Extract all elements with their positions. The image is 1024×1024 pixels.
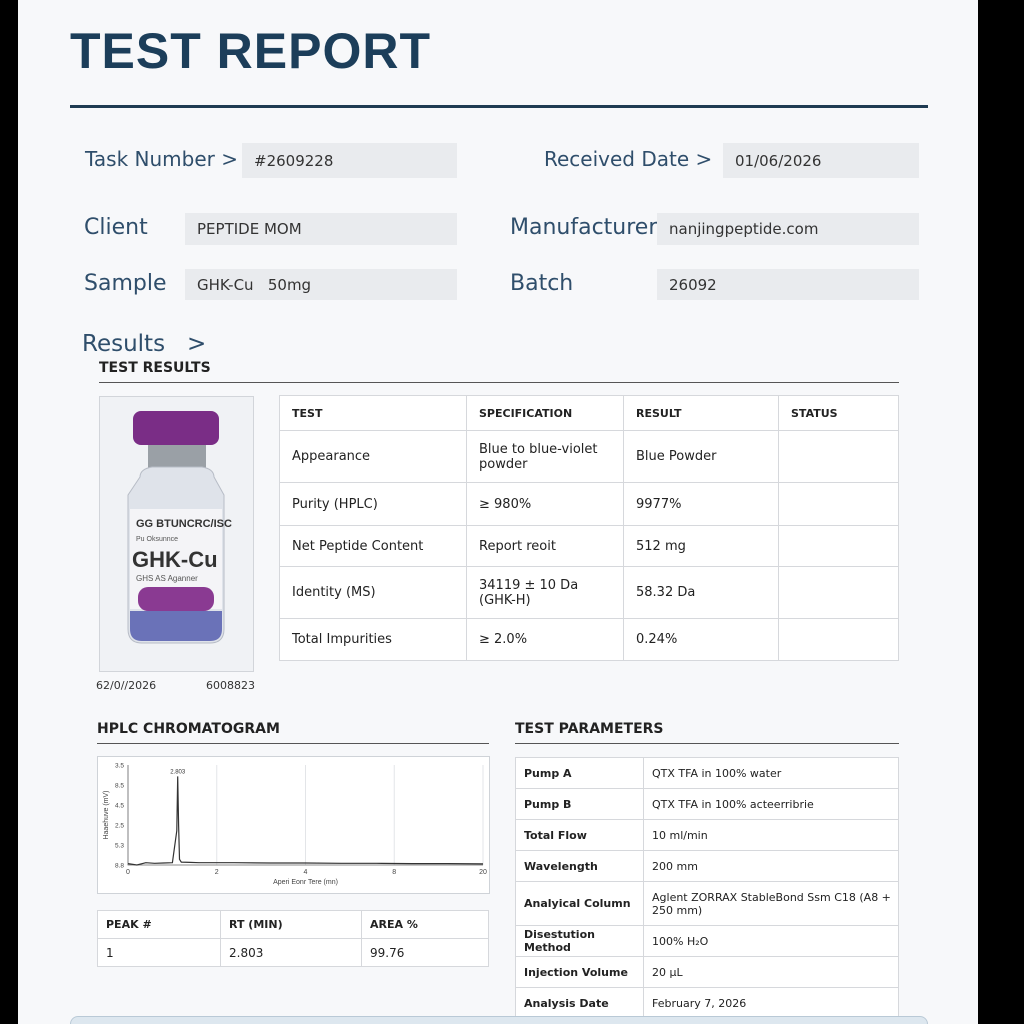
table-row xyxy=(280,483,899,526)
x-tick-label: 20 xyxy=(479,869,487,876)
col-header-peak: PEAK # xyxy=(98,911,221,939)
batch-label: Batch xyxy=(510,271,574,296)
y-tick-label: 5.3 xyxy=(114,842,124,850)
x-tick-label: 8 xyxy=(392,869,397,876)
table-row xyxy=(516,758,899,789)
vial-caption-date: 62/0//2026 xyxy=(96,679,157,692)
test-results-table xyxy=(279,395,899,661)
test-result: Blue Powder xyxy=(624,431,779,483)
page-title: TEST REPORT xyxy=(70,23,432,79)
test-result: 58.32 Da xyxy=(624,567,779,619)
batch-field: 26092 xyxy=(657,269,919,300)
test-parameters-table xyxy=(515,757,899,1019)
sample-field: GHK-Cu 50mg xyxy=(185,269,457,300)
table-row xyxy=(516,957,899,988)
test-status xyxy=(779,526,899,567)
param-key: Pump B xyxy=(516,789,644,820)
table-row xyxy=(516,851,899,882)
param-key: Pump A xyxy=(516,758,644,789)
test-name: Appearance xyxy=(280,431,467,483)
vial-label-sub: GHS AS Aganner xyxy=(136,574,198,583)
vial-image xyxy=(100,397,253,671)
y-tick-label: 4.5 xyxy=(114,802,124,810)
table-row xyxy=(98,939,489,967)
table-row xyxy=(516,882,899,926)
received-date-field: 01/06/2026 xyxy=(723,143,919,178)
peak-area: 99.76 xyxy=(362,939,489,967)
test-status xyxy=(779,619,899,661)
test-spec: ≥ 2.0% xyxy=(467,619,624,661)
client-label: Client xyxy=(84,215,148,240)
test-spec: 34119 ± 10 Da (GHK-H) xyxy=(467,567,624,619)
test-name: Net Peptide Content xyxy=(280,526,467,567)
table-row xyxy=(516,789,899,820)
footer-banner xyxy=(70,1016,928,1024)
test-name: Purity (HPLC) xyxy=(280,483,467,526)
x-tick-label: 0 xyxy=(126,869,130,876)
col-header-rt: RT (MIN) xyxy=(221,911,362,939)
vial-label-top: GG BTUNCRC/ISC xyxy=(136,518,232,530)
param-value: February 7, 2026 xyxy=(644,988,899,1019)
test-status xyxy=(779,483,899,526)
test-results-header-row xyxy=(280,396,899,431)
param-value: 100% H₂O xyxy=(644,926,899,957)
col-header-specification: SPECIFICATION xyxy=(467,396,624,431)
y-tick-label: 2.5 xyxy=(114,822,124,830)
results-link[interactable]: Results > xyxy=(82,331,207,357)
manufacturer-field: nanjingpeptide.com xyxy=(657,213,919,245)
vial-caption-code: 6008823 xyxy=(206,679,255,692)
hplc-divider xyxy=(97,743,489,744)
vial-liquid xyxy=(130,611,222,641)
manufacturer-label: Manufacturer xyxy=(510,215,658,240)
peak-number: 1 xyxy=(98,939,221,967)
test-results-heading: TEST RESULTS xyxy=(99,360,211,376)
title-divider xyxy=(70,105,928,108)
col-header-status: STATUS xyxy=(779,396,899,431)
param-value: 10 ml/min xyxy=(644,820,899,851)
param-key: Analyical Column xyxy=(516,882,644,926)
peak-label: 2.803 xyxy=(170,769,186,776)
test-result: 9977% xyxy=(624,483,779,526)
test-spec: Report reoit xyxy=(467,526,624,567)
param-key: Total Flow xyxy=(516,820,644,851)
test-result: 0.24% xyxy=(624,619,779,661)
param-key: Wavelength xyxy=(516,851,644,882)
test-results-divider xyxy=(99,382,899,383)
col-header-test: TEST xyxy=(280,396,467,431)
hplc-chart-svg xyxy=(98,757,489,893)
test-name: Total Impurities xyxy=(280,619,467,661)
hplc-heading: HPLC CHROMATOGRAM xyxy=(97,721,280,737)
param-value: 200 mm xyxy=(644,851,899,882)
param-value: QTX TFA in 100% acteerribrie xyxy=(644,789,899,820)
test-result: 512 mg xyxy=(624,526,779,567)
test-parameters-heading: TEST PARAMETERS xyxy=(515,721,664,737)
report-page xyxy=(18,0,978,1024)
vial-cap xyxy=(133,411,219,445)
x-axis-label: Aperi Eonr Tere (mn) xyxy=(273,879,338,886)
table-row xyxy=(280,431,899,483)
vial-label-small: Pu Oksunnce xyxy=(136,536,179,543)
param-key: Injection Volume xyxy=(516,957,644,988)
task-number-field: #2609228 xyxy=(242,143,457,178)
y-tick-label: 8.5 xyxy=(114,782,124,790)
test-spec: Blue to blue-violet powder xyxy=(467,431,624,483)
x-tick-label: 4 xyxy=(303,869,308,876)
col-header-area: AREA % xyxy=(362,911,489,939)
table-row xyxy=(280,567,899,619)
test-status xyxy=(779,567,899,619)
vial-photo xyxy=(99,396,254,672)
task-number-label: Task Number > xyxy=(85,147,238,171)
client-field: PEPTIDE MOM xyxy=(185,213,457,245)
y-tick-label: 3.5 xyxy=(114,762,124,770)
peak-table-header xyxy=(98,911,489,939)
test-parameters-divider xyxy=(515,743,899,744)
table-row xyxy=(516,926,899,957)
y-tick-label: 8.8 xyxy=(114,862,124,870)
table-row xyxy=(516,988,899,1019)
test-name: Identity (MS) xyxy=(280,567,467,619)
peak-table xyxy=(97,910,489,967)
vial-label-main: GHK-Cu xyxy=(132,547,218,572)
param-key: Analysis Date xyxy=(516,988,644,1019)
param-value: 20 µL xyxy=(644,957,899,988)
table-row xyxy=(516,820,899,851)
peak-rt: 2.803 xyxy=(221,939,362,967)
vial-label-band xyxy=(138,587,214,611)
param-value: Aglent ZORRAX StableBond Ssm C18 (A8 + 250 mm) xyxy=(644,882,899,926)
test-status xyxy=(779,431,899,483)
x-tick-label: 2 xyxy=(214,869,219,876)
received-date-label: Received Date > xyxy=(544,147,713,171)
param-value: QTX TFA in 100% water xyxy=(644,758,899,789)
test-spec: ≥ 980% xyxy=(467,483,624,526)
table-row xyxy=(280,619,899,661)
y-axis-label: Haaehuve (mV) xyxy=(103,790,110,840)
param-key: Disestution Method xyxy=(516,926,644,957)
table-row xyxy=(280,526,899,567)
hplc-chart xyxy=(97,756,490,894)
sample-label: Sample xyxy=(84,271,167,296)
col-header-result: RESULT xyxy=(624,396,779,431)
